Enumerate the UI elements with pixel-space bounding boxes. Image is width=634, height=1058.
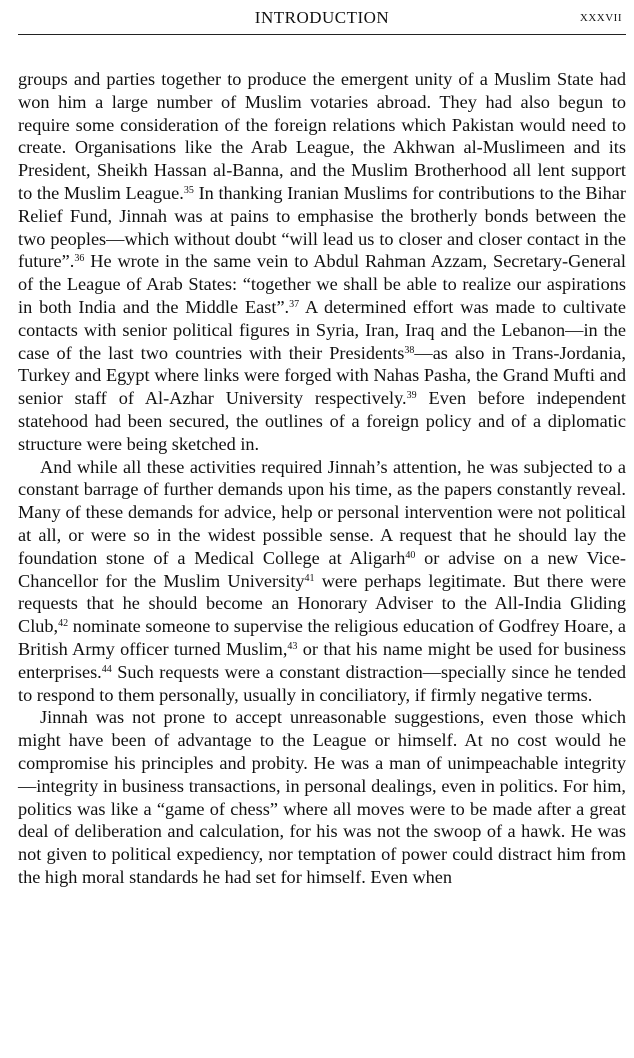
footnote-ref-35: 35 [183,184,194,196]
footnote-ref-41: 41 [304,572,315,584]
footnote-ref-37: 37 [289,298,300,310]
page-number: xxxvii [579,8,622,25]
paragraph-2 [18,456,626,707]
text-run: —as also in Trans-Jordania, Turkey and Egypt where links were forged with Nahas Pasha, the Grand Mufti and senior staff of Al-Azhar University respectively. [18,342,626,409]
text-run: Even before independent statehood had been secured, the outlines of a foreign policy and of a diplomatic structure were being sketched in. [18,388,626,454]
paragraph-3 [18,706,626,888]
footnote-ref-44: 44 [101,663,112,675]
body-text [18,68,626,889]
text-run: were perhaps legitimate. But there were requests that he should become an Honorary Adviser to the All-India Gliding Club, [18,570,626,637]
footnote-ref-40: 40 [405,549,416,561]
running-header [18,8,626,35]
text-run: And while all these activities required Jinnah’s attention, he was subjected to a constant barrage of further demands upon his time, as the papers constantly reveal. Many of these demands for advice, help or personal intervention were not political at all, or were so in the widest possible sense. A request that he should lay the foundation stone of a Medical College at Aligarh [18,456,626,568]
text-run: A determined effort was made to cultivate contacts with senior political figures in Syria, Iran, Iraq and the Lebanon—in the case of the last two countries with their Presidents [18,296,626,363]
text-run: or advise on a new Vice-Chancellor for the Muslim University [18,547,626,591]
paragraph-1 [18,68,626,456]
text-run: Such requests were a constant distraction—specially since he tended to respond to them personally, usually in conciliatory, if firmly negative terms. [18,661,626,705]
text-run: nominate someone to supervise the religious education of Godfrey Hoare, a British Army officer turned Muslim, [18,616,626,659]
footnote-ref-36: 36 [74,253,85,265]
text-run: or that his name might be used for business enterprises. [18,638,626,682]
text-run: groups and parties together to produce the emergent unity of a Muslim State had won him a large number of Muslim votaries abroad. They had also begun to require some consideration of the foreign relations which Pakistan would need to create. Organisations like the Arab League, the Akhwan al-Muslimeen and its President, Sheikh Hassan al-Banna, and the Muslim Brotherhood all lent support to the Muslim League. [18,69,626,203]
text-run: Jinnah was not prone to accept unreasonable suggestions, even those which might have been of advantage to the League or himself. At no cost would he compromise his principles and probity. He was a man of unimpeachable integrity—integrity in business transactions, in personal dealings, even in politics. For him, politics was like a “game of chess” where all moves were to be made after a great deal of deliberation and calculation, for his was not the swoop of a hawk. He was not given to political expediency, nor temptation of power could distract him from the high moral standards he had set for himself. Even when [18,707,626,887]
footnote-ref-43: 43 [287,640,298,652]
footnote-ref-38: 38 [404,344,415,356]
footnote-ref-39: 39 [406,390,417,402]
text-run: He wrote in the same vein to Abdul Rahman Azzam, Secretary-General of the League of Arab States: “together we shall be able to realize our aspirations in both India and the Middle East”. [18,251,626,317]
text-run: In thanking Iranian Muslims for contributions to the Bihar Relief Fund, Jinnah was at pains to emphasise the brotherly bonds between the two peoples—which without doubt “will lead us to closer and closer contact in the future”. [18,182,626,272]
footnote-ref-42: 42 [58,618,69,630]
chapter-title: INTRODUCTION [254,8,390,27]
